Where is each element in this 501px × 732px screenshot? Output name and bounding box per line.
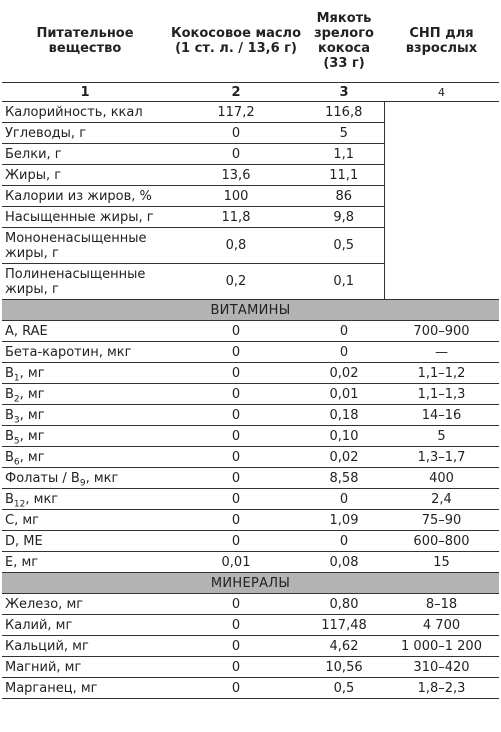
coconut-meat-value: 116,8	[304, 102, 384, 123]
nutrient-name: Кальций, мг	[2, 636, 168, 657]
coconut-oil-value: 0	[168, 594, 304, 615]
coconut-oil-value: 0	[168, 405, 304, 426]
coconut-oil-value: 0	[168, 384, 304, 405]
table-row	[2, 489, 499, 510]
nutrient-name: A, RAE	[2, 321, 168, 342]
coconut-meat-value: 0	[304, 531, 384, 552]
rda-value: 400	[384, 468, 499, 489]
nutrient-name: $B_1$, мг	[2, 363, 168, 384]
coconut-oil-value: 0	[168, 123, 304, 144]
coconut-meat-value: 0,01	[304, 384, 384, 405]
nutrient-name: Фолаты / $B_9$, мкг	[2, 468, 168, 489]
coconut-oil-value: 0	[168, 657, 304, 678]
table-row	[2, 552, 499, 573]
coconut-meat-value: 1,1	[304, 144, 384, 165]
col-number: 3	[304, 83, 384, 102]
coconut-meat-value: 0,80	[304, 594, 384, 615]
nutrient-name: Железо, мг	[2, 594, 168, 615]
header-coconut-meat: Мякоть зрелого кокоса (33 г)	[304, 0, 384, 83]
coconut-oil-value: 13,6	[168, 165, 304, 186]
minerals-section-header	[2, 573, 499, 594]
coconut-meat-value: 5	[304, 123, 384, 144]
rda-value: 1,1–1,2	[384, 363, 499, 384]
nutrient-name: Полиненасыщенные жиры, г	[2, 264, 168, 300]
nutrient-name: $B_6$, мг	[2, 447, 168, 468]
coconut-oil-value: 0	[168, 531, 304, 552]
table-row	[2, 678, 499, 699]
table-row	[2, 657, 499, 678]
table-row	[2, 636, 499, 657]
table-row	[2, 426, 499, 447]
table-row	[2, 531, 499, 552]
coconut-oil-value: 0,01	[168, 552, 304, 573]
rda-value: 600–800	[384, 531, 499, 552]
coconut-oil-value: 11,8	[168, 207, 304, 228]
coconut-meat-value: 0	[304, 321, 384, 342]
nutrient-name: $B_3$, мг	[2, 405, 168, 426]
coconut-oil-value: 0	[168, 426, 304, 447]
nutrient-name: Калории из жиров, %	[2, 186, 168, 207]
coconut-oil-value: 117,2	[168, 102, 304, 123]
coconut-oil-value: 0	[168, 144, 304, 165]
nutrient-name: $B_2$, мг	[2, 384, 168, 405]
coconut-oil-value: 0	[168, 489, 304, 510]
coconut-oil-value: 0,8	[168, 228, 304, 264]
rda-value: 1,3–1,7	[384, 447, 499, 468]
rda-value: 75–90	[384, 510, 499, 531]
rda-value: 1 000–1 200	[384, 636, 499, 657]
vitamins-section-header	[2, 300, 499, 321]
coconut-meat-value: 0,02	[304, 447, 384, 468]
coconut-oil-value: 0	[168, 363, 304, 384]
vitamins-section-title: ВИТАМИНЫ	[2, 300, 499, 321]
table-row	[2, 615, 499, 636]
table-row	[2, 510, 499, 531]
coconut-oil-value: 0	[168, 636, 304, 657]
nutrient-name: D, ME	[2, 531, 168, 552]
rda-value: 1,1–1,3	[384, 384, 499, 405]
coconut-oil-value: 0	[168, 678, 304, 699]
coconut-oil-value: 0	[168, 615, 304, 636]
nutrient-name: C, мг	[2, 510, 168, 531]
nutrient-name: $B_{12}$, мкг	[2, 489, 168, 510]
coconut-meat-value: 8,58	[304, 468, 384, 489]
rda-value: 1,8–2,3	[384, 678, 499, 699]
coconut-meat-value: 0,5	[304, 678, 384, 699]
coconut-meat-value: 0,10	[304, 426, 384, 447]
table-row	[2, 384, 499, 405]
coconut-meat-value: 10,56	[304, 657, 384, 678]
nutrient-name: $B_5$, мг	[2, 426, 168, 447]
table-row	[2, 321, 499, 342]
nutrition-table	[2, 0, 499, 699]
table-row	[2, 102, 499, 123]
coconut-oil-value: 0,2	[168, 264, 304, 300]
nutrient-name: Белки, г	[2, 144, 168, 165]
header-row	[2, 0, 499, 83]
nutrient-name: Жиры, г	[2, 165, 168, 186]
rda-value: 14–16	[384, 405, 499, 426]
coconut-meat-value: 0,18	[304, 405, 384, 426]
rda-value: 8–18	[384, 594, 499, 615]
nutrient-name: Калий, мг	[2, 615, 168, 636]
subscript: 2	[13, 394, 20, 405]
table-row	[2, 405, 499, 426]
coconut-oil-value: 0	[168, 447, 304, 468]
coconut-oil-value: 0	[168, 321, 304, 342]
coconut-meat-value: 0	[304, 342, 384, 363]
subscript: 12	[13, 499, 26, 510]
coconut-meat-value: 0,5	[304, 228, 384, 264]
col-number: 1	[2, 83, 168, 102]
rda-value: 2,4	[384, 489, 499, 510]
nutrient-name: E, мг	[2, 552, 168, 573]
rda-value: 4 700	[384, 615, 499, 636]
coconut-meat-value: 86	[304, 186, 384, 207]
coconut-meat-value: 4,62	[304, 636, 384, 657]
nutrient-name: Калорийность, ккал	[2, 102, 168, 123]
table-row	[2, 342, 499, 363]
subscript: 5	[13, 436, 20, 447]
rda-value: —	[384, 342, 499, 363]
coconut-oil-value: 0	[168, 510, 304, 531]
table-row	[2, 594, 499, 615]
coconut-meat-value: 0,08	[304, 552, 384, 573]
table-row	[2, 468, 499, 489]
rda-value: 700–900	[384, 321, 499, 342]
nutrient-name: Магний, мг	[2, 657, 168, 678]
coconut-oil-value: 0	[168, 468, 304, 489]
coconut-meat-value: 0,1	[304, 264, 384, 300]
minerals-section-title: МИНЕРАЛЫ	[2, 573, 499, 594]
rda-value: 5	[384, 426, 499, 447]
coconut-meat-value: 0	[304, 489, 384, 510]
nutrient-name: Мононенасыщенные жиры, г	[2, 228, 168, 264]
subscript: 3	[13, 415, 20, 426]
nutrient-name: Углеводы, г	[2, 123, 168, 144]
subscript: 1	[13, 373, 20, 384]
nutrient-name: Марганец, мг	[2, 678, 168, 699]
subscript: 6	[13, 457, 20, 468]
coconut-oil-value: 0	[168, 342, 304, 363]
table-row	[2, 363, 499, 384]
coconut-meat-value: 9,8	[304, 207, 384, 228]
nutrient-name: Насыщенные жиры, г	[2, 207, 168, 228]
table-row	[2, 447, 499, 468]
header-coconut-oil: Кокосовое масло (1 ст. л. / 13,6 г)	[168, 0, 304, 83]
coconut-meat-value: 1,09	[304, 510, 384, 531]
coconut-meat-value: 11,1	[304, 165, 384, 186]
column-number-row	[2, 83, 499, 102]
header-rda: СНП для взрослых	[384, 0, 499, 83]
rda-blank	[384, 102, 499, 300]
col-number: 4	[384, 83, 499, 102]
coconut-meat-value: 0,02	[304, 363, 384, 384]
nutrient-name: Бета-каротин, мкг	[2, 342, 168, 363]
rda-value: 310–420	[384, 657, 499, 678]
coconut-meat-value: 117,48	[304, 615, 384, 636]
rda-value: 15	[384, 552, 499, 573]
subscript: 9	[79, 478, 86, 489]
col-number: 2	[168, 83, 304, 102]
coconut-oil-value: 100	[168, 186, 304, 207]
header-nutrient: Питательное вещество	[2, 0, 168, 83]
